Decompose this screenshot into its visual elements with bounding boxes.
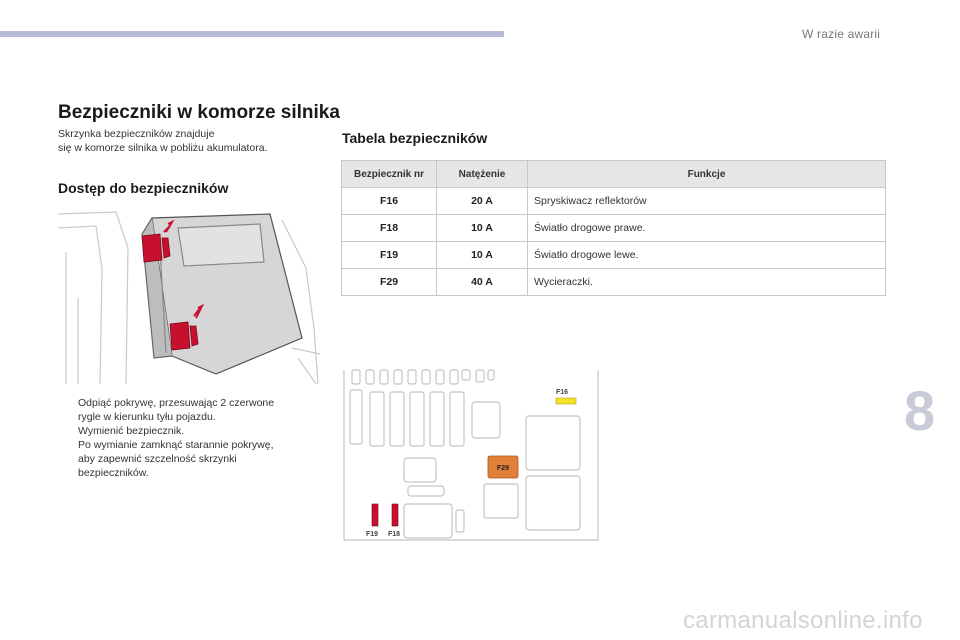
label-f18: F18 xyxy=(388,531,401,538)
top-accent-bar xyxy=(0,31,504,37)
fuse-number: F18 xyxy=(342,215,437,242)
intro-line-2: się w komorze silnika w pobliżu akumulatora. xyxy=(58,142,268,154)
fuse-amperage: 10 A xyxy=(437,215,528,242)
step-line: bezpieczników. xyxy=(78,467,149,479)
fuse-table xyxy=(341,160,886,296)
step-line: Po wymianie zamknąć starannie pokrywę, xyxy=(78,439,274,451)
fuse-function: Światło drogowe lewe. xyxy=(528,242,886,269)
access-heading: Dostęp do bezpieczników xyxy=(58,180,229,196)
fusebox-layout-diagram xyxy=(340,366,604,544)
fuse-amperage: 40 A xyxy=(437,269,528,296)
access-steps xyxy=(58,396,320,480)
fuse-amperage: 10 A xyxy=(437,242,528,269)
step-line: rygle w kierunku tyłu pojazdu. xyxy=(78,411,216,423)
table-row xyxy=(342,269,886,296)
access-step-3 xyxy=(58,438,320,480)
fuse-number: F19 xyxy=(342,242,437,269)
fuse-number: F29 xyxy=(342,269,437,296)
label-f29: F29 xyxy=(497,465,510,472)
step-line: Odpiąć pokrywę, przesuwając 2 czerwone xyxy=(78,397,275,409)
access-step-1 xyxy=(58,396,320,424)
red-latch-bottom xyxy=(170,322,198,350)
table-row xyxy=(342,215,886,242)
access-step-2 xyxy=(58,424,320,438)
column-header-function: Funkcje xyxy=(528,161,886,188)
section-name: W razie awarii xyxy=(802,27,881,41)
intro-text xyxy=(58,127,328,155)
fuse-number: F16 xyxy=(342,188,437,215)
page-title: Bezpieczniki w komorze silnika xyxy=(58,102,340,123)
red-latch-top xyxy=(142,234,170,262)
step-line: aby zapewnić szczelność skrzynki xyxy=(78,453,237,465)
table-row xyxy=(342,188,886,215)
fuse-f16 xyxy=(556,398,576,404)
table-header-row xyxy=(342,161,886,188)
step-line: Wymienić bezpiecznik. xyxy=(78,425,185,437)
fusebox-cover-illustration xyxy=(56,208,322,384)
table-heading: Tabela bezpieczników xyxy=(342,130,488,146)
table-row xyxy=(342,242,886,269)
label-f19: F19 xyxy=(366,531,379,538)
fuse-function: Wycieraczki. xyxy=(528,269,886,296)
watermark: carmanualsonline.info xyxy=(683,607,923,634)
fuse-amperage: 20 A xyxy=(437,188,528,215)
column-header-amperage: Natężenie xyxy=(437,161,528,188)
intro-line-1: Skrzynka bezpieczników znajduje xyxy=(58,128,215,140)
fuse-f18 xyxy=(392,504,398,526)
column-header-fuse: Bezpiecznik nr xyxy=(342,161,437,188)
chapter-number: 8 xyxy=(904,379,936,442)
fuse-function: Światło drogowe prawe. xyxy=(528,215,886,242)
fuse-function: Spryskiwacz reflektorów xyxy=(528,188,886,215)
fuse-f19 xyxy=(372,504,378,526)
label-f16: F16 xyxy=(556,389,569,396)
